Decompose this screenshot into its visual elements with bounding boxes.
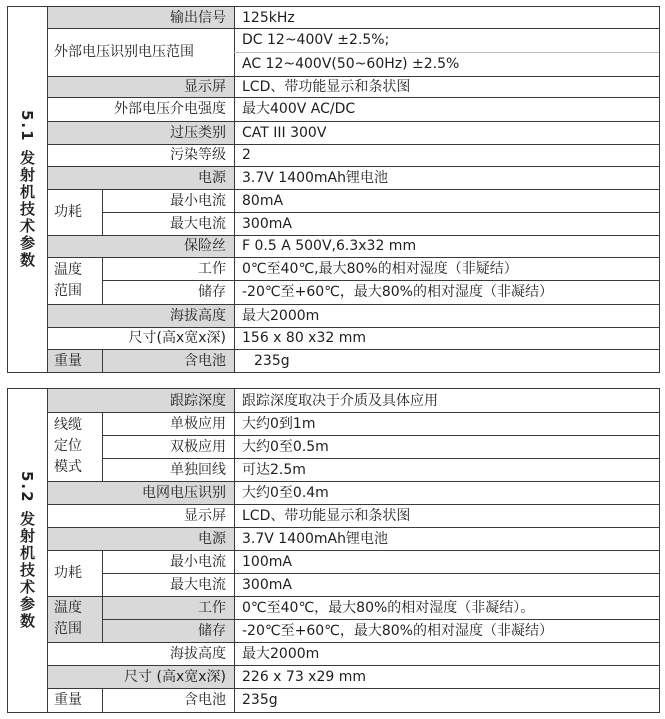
bipolar-label: 双极应用 bbox=[170, 438, 226, 455]
row-divider bbox=[48, 327, 659, 328]
min-current-value: 100mA bbox=[242, 553, 292, 570]
size-label: 尺寸 (高x宽x深) bbox=[48, 665, 234, 688]
store-temp-value: -20℃至+60℃，最大80%的相对湿度（非凝结） bbox=[242, 284, 553, 300]
row-divider bbox=[48, 257, 659, 258]
row-divider bbox=[102, 212, 659, 213]
cable-mode-line2: 定位 bbox=[54, 438, 82, 454]
temperature-group-label bbox=[48, 596, 102, 642]
temperature-group-line2: 范围 bbox=[54, 282, 82, 299]
size-value: 156 x 80 x32 mm bbox=[242, 330, 366, 346]
grid-voltage-label: 电网电压识别 bbox=[48, 481, 234, 504]
section-2-title-tab bbox=[8, 389, 48, 712]
row-divider bbox=[48, 304, 659, 305]
power-label: 电源 bbox=[48, 166, 234, 189]
section-1-title: 5.1 发射机技术参数 bbox=[18, 110, 36, 269]
max-current-label: 最大电流 bbox=[170, 576, 226, 593]
row-divider bbox=[48, 76, 659, 77]
row-divider bbox=[48, 349, 659, 350]
section-2-title: 5.2 发射机技术参数 bbox=[18, 471, 36, 630]
section-1-table bbox=[48, 7, 659, 372]
overvoltage-label: 过压类别 bbox=[48, 121, 234, 144]
size-label: 尺寸(高x宽x深) bbox=[128, 330, 226, 346]
temperature-group-label bbox=[48, 257, 102, 304]
altitude-value: 最大2000m bbox=[242, 307, 320, 324]
overvoltage-value: CAT III 300V bbox=[242, 124, 327, 141]
consumption-group-label: 功耗 bbox=[54, 204, 82, 220]
sub-column-divider bbox=[102, 412, 103, 481]
altitude-label: 海拔高度 bbox=[170, 645, 226, 662]
row-divider bbox=[48, 642, 659, 643]
output-signal-label: 输出信号 bbox=[48, 7, 234, 28]
altitude-label: 海拔高度 bbox=[48, 304, 234, 327]
cable-mode-group-label bbox=[48, 412, 102, 481]
display-value: LCD、带功能显示和条状图 bbox=[242, 507, 411, 524]
weight-group-label: 重量 bbox=[48, 349, 102, 372]
work-temp-label: 工作 bbox=[198, 260, 226, 277]
section-2-table bbox=[48, 389, 659, 712]
fuse-label: 保险丝 bbox=[48, 235, 234, 257]
row-divider bbox=[48, 688, 659, 689]
max-current-value: 300mA bbox=[242, 215, 292, 232]
pollution-value: 2 bbox=[242, 147, 251, 163]
row-divider bbox=[234, 52, 659, 53]
row-divider bbox=[102, 458, 659, 459]
row-divider bbox=[48, 189, 659, 190]
temperature-group-line2: 范围 bbox=[54, 621, 82, 637]
row-divider bbox=[48, 481, 659, 482]
dielectric-label: 外部电压介电强度 bbox=[114, 101, 226, 117]
fuse-value: F 0.5 A 500V,6.3x32 mm bbox=[242, 238, 417, 254]
display-label: 显示屏 bbox=[184, 507, 226, 524]
loop-value: 可达2.5m bbox=[242, 461, 306, 478]
row-divider bbox=[102, 619, 659, 620]
work-temp-value: 0℃至40℃，最大80%的相对湿度（非凝结）。 bbox=[242, 599, 535, 616]
store-temp-label: 储存 bbox=[102, 619, 234, 642]
display-label: 显示屏 bbox=[48, 76, 234, 97]
row-divider bbox=[48, 28, 659, 29]
weight-group-label: 重量 bbox=[54, 692, 82, 708]
row-divider bbox=[48, 97, 659, 98]
row-divider bbox=[48, 504, 659, 505]
row-divider bbox=[48, 527, 659, 528]
store-temp-label: 储存 bbox=[198, 284, 226, 300]
cable-mode-line1: 线缆 bbox=[54, 417, 82, 433]
row-divider bbox=[48, 596, 659, 597]
work-temp-label: 工作 bbox=[102, 596, 234, 619]
consumption-group-label: 功耗 bbox=[54, 565, 82, 581]
ext-voltage-ac-value: AC 12~400V(50~60Hz) ±2.5% bbox=[242, 56, 460, 72]
max-current-value: 300mA bbox=[242, 576, 292, 593]
min-current-label: 最小电流 bbox=[170, 192, 226, 209]
loop-label: 单独回线 bbox=[170, 461, 226, 478]
display-value: LCD、带功能显示和条状图 bbox=[242, 78, 411, 95]
min-current-label: 最小电流 bbox=[170, 553, 226, 570]
tracking-depth-value: 跟踪深度取决于介质及具体应用 bbox=[242, 392, 438, 409]
weight-label: 含电池 bbox=[184, 692, 226, 708]
grid-voltage-value: 大约0至0.4m bbox=[242, 484, 329, 501]
work-temp-value: 0℃至40℃,最大80%的相对湿度（非疑结） bbox=[242, 260, 518, 277]
row-divider bbox=[102, 573, 659, 574]
weight-label: 含电池 bbox=[102, 349, 234, 372]
spec-table-section-2 bbox=[7, 388, 660, 713]
row-divider bbox=[48, 144, 659, 145]
temperature-group-line1: 温度 bbox=[54, 600, 82, 616]
power-value: 3.7V 1400mAh锂电池 bbox=[242, 169, 389, 186]
unipolar-label: 单极应用 bbox=[170, 415, 226, 432]
tracking-depth-label: 跟踪深度 bbox=[48, 389, 234, 412]
max-current-label: 最大电流 bbox=[170, 215, 226, 232]
store-temp-value: -20℃至+60℃，最大80%的相对湿度（非凝结） bbox=[242, 622, 553, 639]
power-value: 3.7V 1400mAh锂电池 bbox=[242, 530, 389, 547]
row-divider bbox=[48, 166, 659, 167]
cable-mode-line3: 模式 bbox=[54, 459, 82, 475]
row-divider bbox=[48, 550, 659, 551]
ext-voltage-label: 外部电压识别电压范围 bbox=[54, 44, 194, 60]
unipolar-value: 大约0到1m bbox=[242, 415, 316, 432]
weight-value: 235g bbox=[242, 692, 278, 708]
section-1-title-tab bbox=[8, 7, 48, 372]
row-divider bbox=[48, 412, 659, 413]
size-value: 226 x 73 x29 mm bbox=[242, 668, 366, 685]
temperature-group-line1: 温度 bbox=[54, 261, 82, 278]
bipolar-value: 大约0至0.5m bbox=[242, 438, 329, 455]
row-divider bbox=[48, 665, 659, 666]
row-divider bbox=[48, 235, 659, 236]
dielectric-value: 最大400V AC/DC bbox=[242, 101, 356, 117]
row-divider bbox=[48, 121, 659, 122]
sub-column-divider bbox=[102, 349, 103, 372]
row-divider bbox=[102, 280, 659, 281]
min-current-value: 80mA bbox=[242, 192, 284, 209]
spec-table-section-1 bbox=[7, 6, 660, 373]
output-signal-value: 125kHz bbox=[242, 9, 295, 26]
power-label: 电源 bbox=[48, 527, 234, 550]
weight-value: 235g bbox=[254, 352, 290, 369]
sub-column-divider bbox=[102, 688, 103, 712]
ext-voltage-dc-value: DC 12~400V ±2.5%; bbox=[242, 32, 390, 48]
altitude-value: 最大2000m bbox=[242, 645, 320, 662]
pollution-label: 污染等级 bbox=[170, 147, 226, 163]
row-divider bbox=[102, 435, 659, 436]
